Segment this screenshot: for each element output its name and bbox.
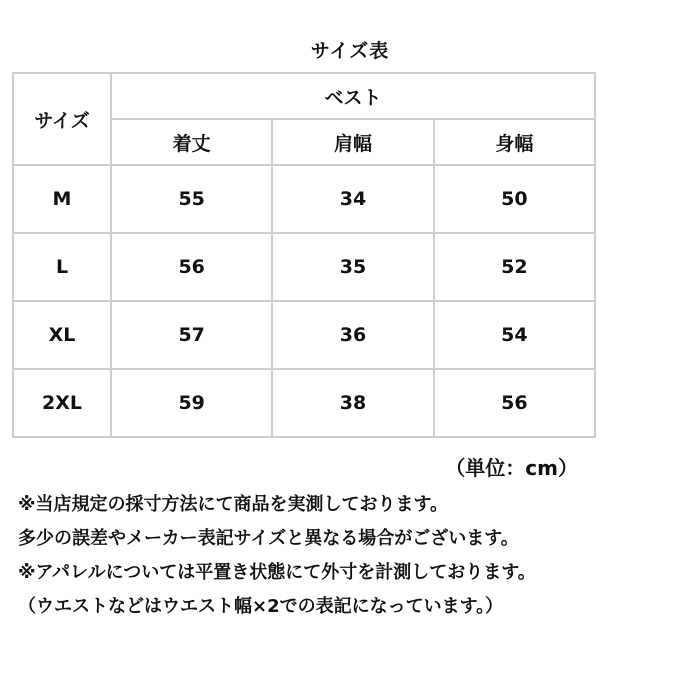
note-line: （ウエストなどはウエスト幅×2での表記になっています。）: [18, 596, 504, 617]
column-header-length: 着丈: [111, 119, 272, 165]
size-label: 2XL: [13, 369, 111, 437]
table-header-row: [13, 73, 595, 119]
table-cell: 55: [111, 165, 272, 233]
table-row: [13, 165, 595, 233]
note-line: ※アパレルについては平置き状態にて外寸を計測しております。: [18, 562, 536, 583]
column-header-shoulder: 肩幅: [272, 119, 433, 165]
notes-section: [18, 488, 693, 624]
table-cell: 35: [272, 233, 433, 301]
size-label: M: [13, 165, 111, 233]
size-column-header: サイズ: [13, 73, 111, 165]
table-cell: 54: [434, 301, 595, 369]
unit-note: （単位：cm）: [445, 456, 578, 480]
table-cell: 56: [111, 233, 272, 301]
table-cell: 50: [434, 165, 595, 233]
table-cell: 36: [272, 301, 433, 369]
size-table: [12, 72, 596, 438]
table-cell: 38: [272, 369, 433, 437]
note-line: 多少の誤差やメーカー表記サイズと異なる場合がございます。: [18, 528, 519, 549]
page-title: サイズ表: [310, 40, 390, 62]
table-cell: 57: [111, 301, 272, 369]
table-cell: 34: [272, 165, 433, 233]
column-header-width: 身幅: [434, 119, 595, 165]
size-label: L: [13, 233, 111, 301]
table-cell: 52: [434, 233, 595, 301]
table-cell: 56: [434, 369, 595, 437]
size-label: XL: [13, 301, 111, 369]
product-header: ベスト: [111, 73, 595, 119]
table-cell: 59: [111, 369, 272, 437]
table-row: [13, 233, 595, 301]
table-row: [13, 301, 595, 369]
note-line: ※当店規定の採寸方法にて商品を実測しております。: [18, 494, 449, 515]
table-row: [13, 369, 595, 437]
